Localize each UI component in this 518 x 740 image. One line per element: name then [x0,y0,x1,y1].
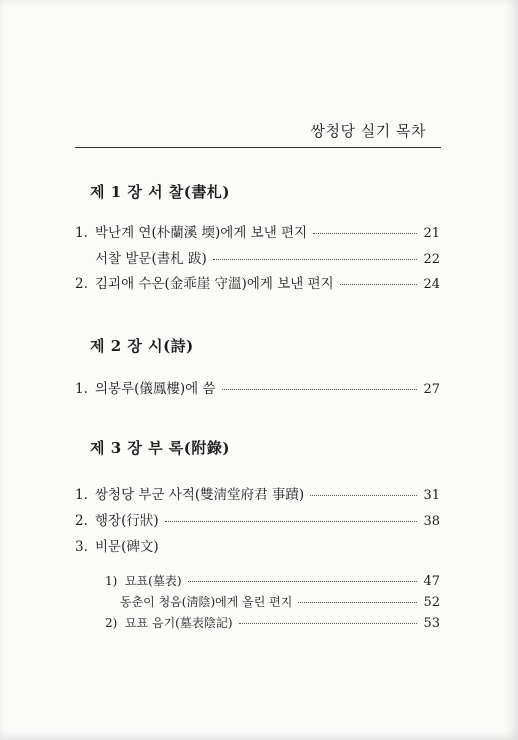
entry-number: 1. [75,487,88,503]
entry-page-number: 53 [423,616,440,631]
toc-sub-entry [105,614,440,631]
header-divider [75,147,441,148]
dot-leader [188,581,418,582]
chapter-1-heading: 제 1 장 서 찰(書札) [90,183,230,201]
toc-entry [75,377,440,397]
entry-page-number: 47 [423,574,440,589]
toc-entry [75,272,440,292]
entry-number: 1. [75,381,88,397]
chapter-2-heading: 제 2 장 시(詩) [90,337,194,355]
entry-page-number: 52 [423,595,440,610]
entry-title: 묘표 음기(墓表陰記) [125,616,233,630]
entry-page-number: 24 [423,277,440,292]
entry-number: 1. [75,225,88,241]
entry-number: 2) [105,616,118,630]
toc-entry [75,221,440,241]
dot-leader [165,521,418,522]
entry-title: 서찰 발문(書札 跋) [95,251,207,267]
toc-sub-entry [120,593,440,610]
toc-entry [95,247,440,267]
entry-title: 쌍청당 부군 사적(雙淸堂府君 事蹟) [95,487,305,503]
chapter-3-heading: 제 3 장 부 록(附錄) [90,439,230,457]
dot-leader [340,284,418,285]
dot-leader [239,623,418,624]
entry-title: 묘표(墓表) [125,574,182,588]
entry-number: 2. [75,513,88,529]
dot-leader [213,259,418,260]
entry-page-number: 38 [423,514,440,529]
dot-leader [313,233,417,234]
entry-title: 의봉루(儀鳳樓)에 씀 [95,381,216,397]
toc-entry [75,509,440,529]
entry-number: 2. [75,276,88,292]
dot-leader [310,495,417,496]
entry-title: 비문(碑文) [95,539,159,555]
toc-entry [75,483,440,503]
dot-leader [222,389,418,390]
entry-title: 김괴애 수온(金乖崖 守溫)에게 보낸 편지 [95,276,334,292]
entry-number: 3. [75,539,88,555]
entry-title: 행장(行狀) [95,513,159,529]
entry-page-number: 31 [423,488,440,503]
page-header-title: 쌍청당 실기 목차 [310,122,426,140]
toc-sub-entry [105,572,440,589]
entry-title: 박난계 연(朴蘭溪 堧)에게 보낸 편지 [95,225,308,241]
entry-page-number: 21 [423,226,440,241]
entry-number: 1) [105,574,118,588]
entry-title: 동춘이 청음(淸陰)에게 올린 편지 [120,595,293,609]
dot-leader [298,602,417,603]
entry-page-number: 22 [423,252,440,267]
entry-page-number: 27 [423,382,440,397]
toc-entry [75,535,275,555]
